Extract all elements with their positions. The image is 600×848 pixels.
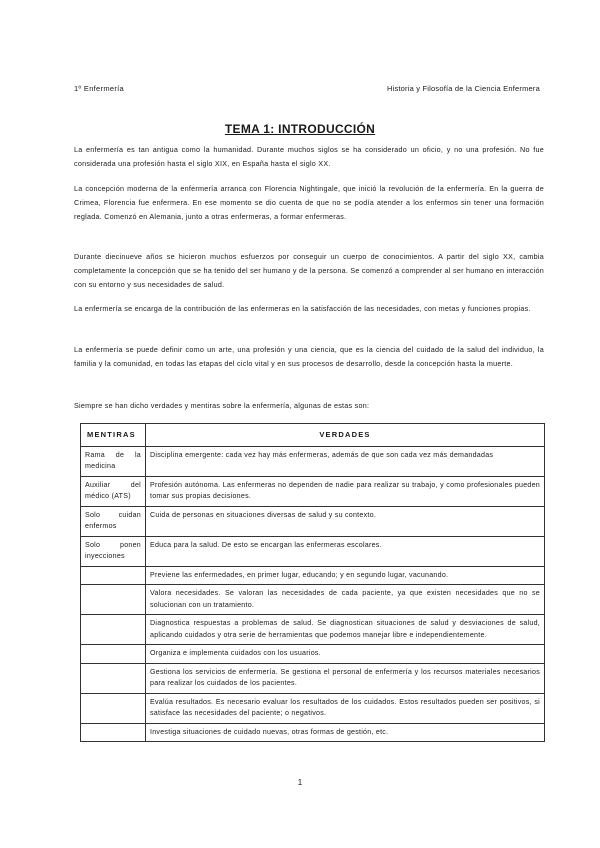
- header-course: 1º Enfermería: [74, 84, 124, 93]
- cell-verdad: Organiza e implementa cuidados con los usuarios.: [146, 645, 545, 664]
- table-row: [81, 566, 545, 585]
- cell-mentira: Solo cuidan enfermos: [81, 506, 146, 536]
- cell-mentira: Solo ponen inyecciones: [81, 536, 146, 566]
- page-title: TEMA 1: INTRODUCCIÓN: [224, 122, 376, 136]
- table-row: [81, 615, 545, 645]
- cell-verdad: Gestiona los servicios de enfermería. Se gestiona el personal de enfermería y los recursos materiales necesarios para realizar los cuidados de los pacientes.: [146, 663, 545, 693]
- table-row: [81, 476, 545, 506]
- table-header-row: [81, 424, 545, 447]
- cell-mentira: [81, 566, 146, 585]
- cell-verdad: Investiga situaciones de cuidado nuevas, otras formas de gestión, etc.: [146, 723, 545, 742]
- cell-verdad: Previene las enfermedades, en primer lugar, educando; y en segundo lugar, vacunando.: [146, 566, 545, 585]
- cell-mentira: [81, 585, 146, 615]
- cell-mentira: [81, 723, 146, 742]
- table-row: [81, 446, 545, 476]
- cell-mentira: [81, 615, 146, 645]
- paragraph-2: La concepción moderna de la enfermería arranca con Florencia Nightingale, que inició la revolución de la enfermería. En la guerra de Crimea, Florencia fue enfermera. En ese momento se dio cuenta de que no se podía atender a los enfermos sin tener una formación reglada. Comenzó en Alemania, junto a otras enfermeras, a formar enfermeras.: [74, 184, 544, 221]
- table-row: [81, 693, 545, 723]
- cell-verdad: Valora necesidades. Se valoran las necesidades de cada paciente, ya que existen necesidades que no se solucionan con un tratamiento.: [146, 585, 545, 615]
- table-row: [81, 723, 545, 742]
- table-row: [81, 506, 545, 536]
- paragraph-4: La enfermería se encarga de la contribución de las enfermeras en la satisfacción de las necesidades, con metas y funciones propias.: [74, 304, 531, 313]
- cell-mentira: [81, 645, 146, 664]
- paragraph-5: La enfermería se puede definir como un arte, una profesión y una ciencia, que es la ciencia del cuidado de la salud del individuo, la familia y la comunidad, en todas las etapas del ciclo vital y en sus procesos de desarrollo, desde la concepción hasta la muerte.: [74, 345, 544, 368]
- cell-verdad: Disciplina emergente: cada vez hay más enfermeras, además de que son cada vez más demandadas: [146, 446, 545, 476]
- table-row: [81, 536, 545, 566]
- cell-mentira: Rama de la medicina: [81, 446, 146, 476]
- paragraph-1: La enfermería es tan antigua como la humanidad. Durante muchos siglos se ha considerado un oficio, y no una profesión. No fue considerada una profesión hasta el siglo XIX, en España hasta el siglo XX.: [74, 145, 544, 168]
- cell-verdad: Cuida de personas en situaciones diversas de salud y su contexto.: [146, 506, 545, 536]
- cell-mentira: [81, 663, 146, 693]
- header-mentiras: MENTIRAS: [81, 424, 146, 447]
- table-row: [81, 585, 545, 615]
- cell-verdad: Profesión autónoma. Las enfermeras no dependen de nadie para realizar su trabajo, y como profesionales pueden tomar sus propias decisiones.: [146, 476, 545, 506]
- page-number: 1: [297, 778, 303, 787]
- header-verdades: VERDADES: [146, 424, 545, 447]
- paragraph-6: Siempre se han dicho verdades y mentiras sobre la enfermería, algunas de estas son:: [74, 401, 370, 410]
- truths-lies-table: [80, 423, 545, 742]
- table-row: [81, 645, 545, 664]
- cell-verdad: Evalúa resultados. Es necesario evaluar los resultados de los cuidados. Estos resultados pueden ser positivos, si satisface las necesidades del paciente; o negativos.: [146, 693, 545, 723]
- cell-verdad: Educa para la salud. De esto se encargan las enfermeras escolares.: [146, 536, 545, 566]
- cell-mentira: [81, 693, 146, 723]
- header-subject: Historia y Filosofía de la Ciencia Enfermera: [386, 84, 540, 93]
- paragraph-3: Durante diecinueve años se hicieron muchos esfuerzos por conseguir un cuerpo de conocimientos. A partir del siglo XX, cambia completamente la concepción que se ha tenido del ser humano y de la persona. Se comenzó a comprender al ser humano en interacción con su entorno y sus necesidades de salud.: [74, 252, 544, 289]
- cell-mentira: Auxiliar del médico (ATS): [81, 476, 146, 506]
- cell-verdad: Diagnostica respuestas a problemas de salud. Se diagnostican situaciones de salud y desviaciones de salud, aplicando cuidados y otra serie de herramientas que podemos manejar libre e independientemente.: [146, 615, 545, 645]
- table-row: [81, 663, 545, 693]
